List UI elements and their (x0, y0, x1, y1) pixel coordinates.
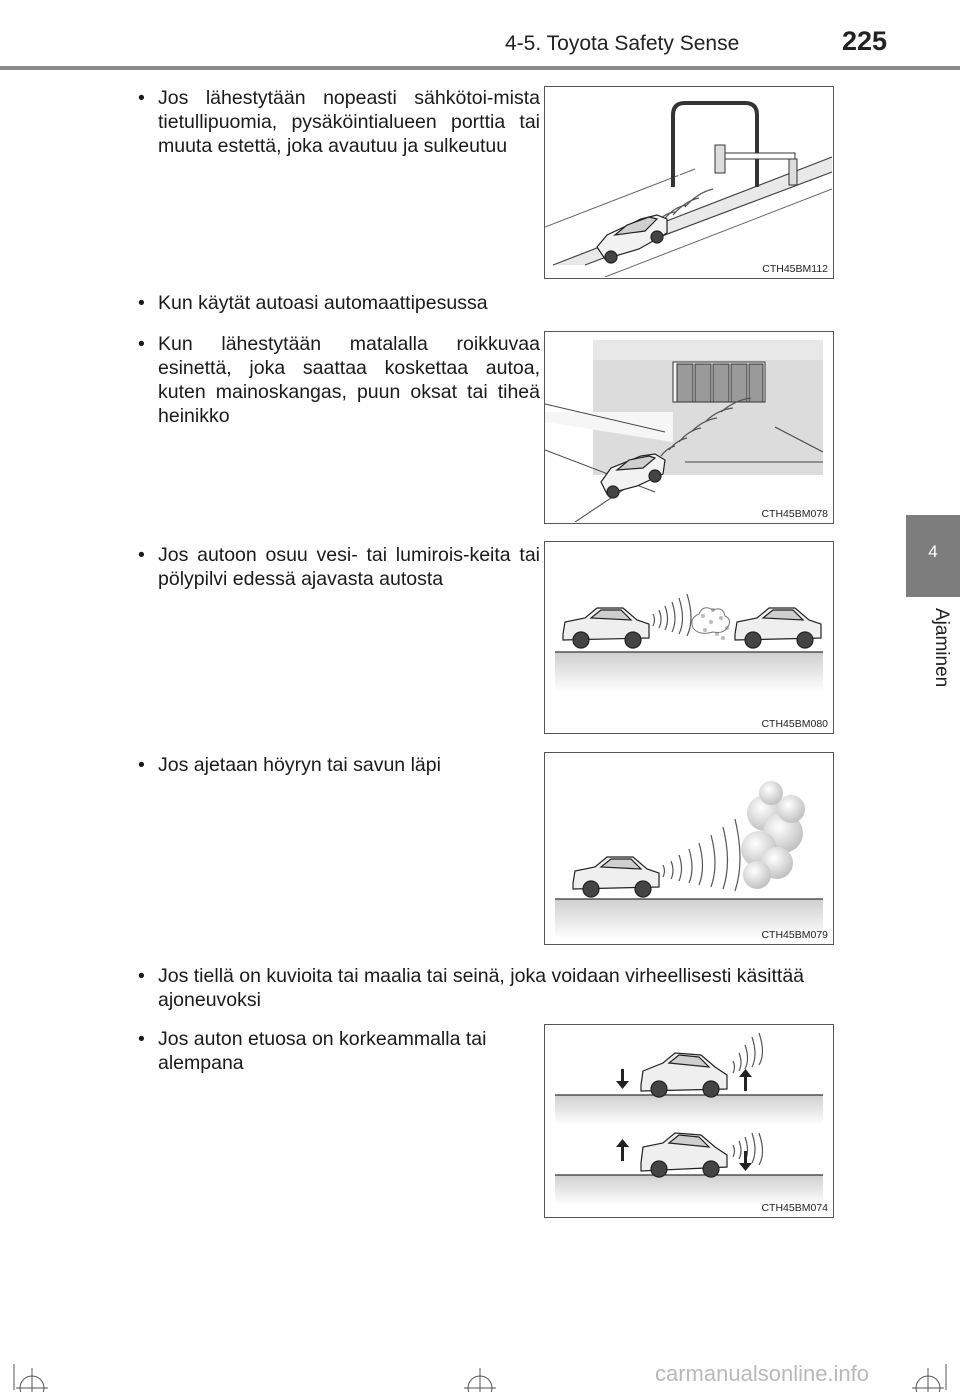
figure-spray-dust (544, 541, 834, 734)
chapter-number: 4 (928, 542, 938, 561)
chapter-label: Ajaminen (931, 608, 952, 688)
hanging-object-illustration (545, 332, 832, 522)
bullet-text: Jos autoon osuu vesi- tai lumirois-keita tai pölypilvi edessä ajavasta autosta (158, 544, 540, 590)
bullet-text: Kun lähestytään matalalla roikkuvaa esinettä, joka saattaa koskettaa autoa, kuten mainoskangas, puun oksat tai tiheä heinikko (158, 333, 540, 427)
figure-code: CTH45BM112 (762, 263, 828, 275)
steam-smoke-illustration (545, 753, 832, 943)
spray-dust-illustration (545, 542, 832, 732)
section-title: 4-5. Toyota Safety Sense (505, 32, 740, 55)
figure-code: CTH45BM079 (761, 929, 828, 941)
bullet-text: Jos auton etuosa on korkeammalla tai alempana (158, 1028, 487, 1074)
watermark[interactable]: carmanualsonline.info (655, 1361, 870, 1386)
figure-code: CTH45BM080 (761, 718, 828, 730)
figure-toll-gate (544, 86, 834, 279)
toll-gate-illustration (545, 87, 832, 277)
bullet-dot: • (138, 333, 145, 355)
bullet-dot: • (138, 1028, 145, 1050)
bullet-dot: • (138, 544, 145, 566)
figure-front-height (544, 1024, 834, 1218)
page-number: 225 (842, 26, 888, 56)
figure-hanging-object (544, 331, 834, 524)
bullet-dot: • (138, 87, 145, 109)
raised-lowered-front-illustration (545, 1025, 832, 1216)
bullet-item-road-markings (138, 964, 888, 1012)
bullet-item-car-wash (138, 291, 558, 315)
bullet-item-spray (138, 543, 540, 591)
chapter-tab[interactable] (906, 515, 960, 597)
bullet-item-steam (138, 753, 558, 777)
bullet-item-front-height (138, 1027, 540, 1075)
bullet-text: Jos tiellä on kuvioita tai maalia tai seinä, joka voidaan virheellisesti käsittää ajoneuvoksi (158, 965, 805, 1011)
bullet-item-toll-gate (138, 86, 540, 158)
bullet-dot: • (138, 965, 145, 987)
bullet-text: Kun käytät autoasi automaattipesussa (158, 292, 488, 314)
bullet-dot: • (138, 754, 145, 776)
header-rule (0, 66, 960, 70)
figure-steam-smoke (544, 752, 834, 945)
bullet-dot: • (138, 292, 145, 314)
bullet-text: Jos lähestytään nopeasti sähkötoi-mista tietullipuomia, pysäköintialueen porttia tai muuta estettä, joka avautuu ja sulkeutuu (158, 87, 540, 157)
bullet-item-hanging-object (138, 332, 540, 428)
bullet-text: Jos ajetaan höyryn tai savun läpi (158, 754, 441, 776)
figure-code: CTH45BM074 (761, 1202, 828, 1214)
figure-code: CTH45BM078 (761, 508, 828, 520)
